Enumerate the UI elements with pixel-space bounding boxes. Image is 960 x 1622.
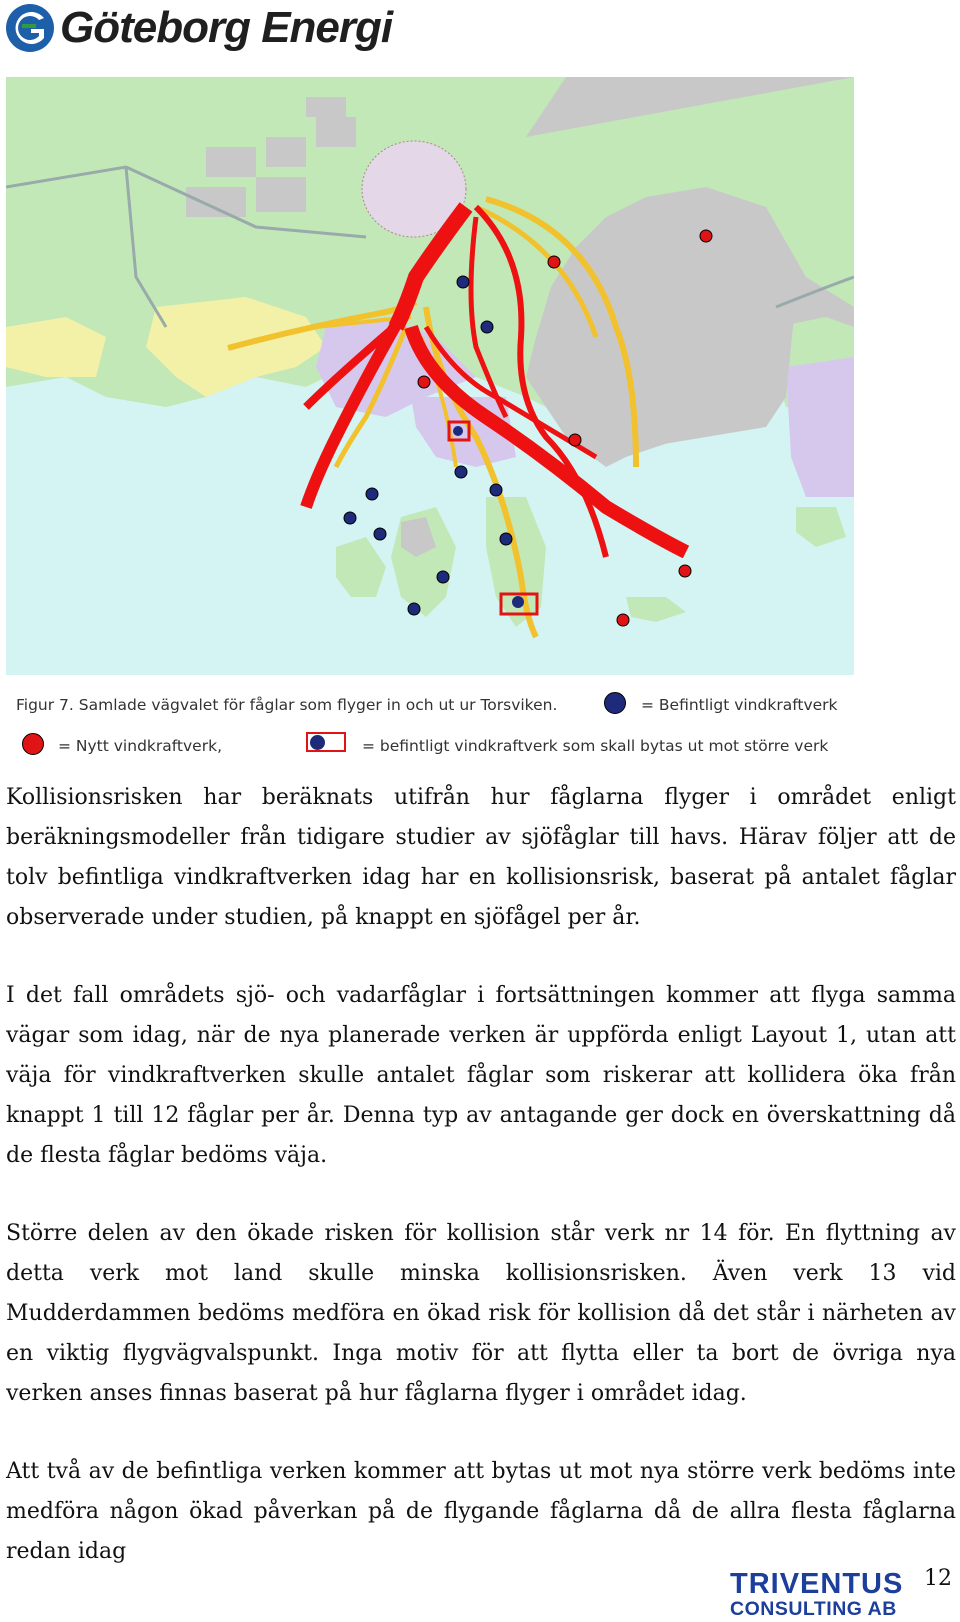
body-text: [6, 778, 956, 1572]
paragraph: Att två av de befintliga verken kommer att bytas ut mot nya större verk bedöms inte medföra någon ökad påverkan på de flygande fåglarna då de allra flesta fåglarna redan idag: [6, 1459, 956, 1564]
company-logo-text: Göteborg Energi: [60, 3, 393, 52]
paragraph: Kollisionsrisken har beräknats utifrån hur fåglarna flyger i området enligt beräkningsmodeller från tidigare studier av sjöfåglar till havs. Härav följer att de tolv befintliga vindkraftverken idag har en kollisionsrisk, baserat på antalet fåglar observerade under studien, på knappt en sjöfågel per år.: [6, 785, 956, 930]
page-header: [0, 0, 960, 60]
new-turbine-legend-icon: [22, 733, 44, 755]
figure-caption-legend: [6, 690, 866, 770]
goteborg-energi-logo-icon: [4, 2, 56, 54]
replacement-turbine-legend-label: = befintligt vindkraftverk som skall bytas ut mot större verk: [362, 737, 829, 755]
triventus-logo: [730, 1568, 910, 1620]
page-number: 12: [924, 1566, 952, 1591]
paragraph: Större delen av den ökade risken för kollision står verk nr 14 för. En flyttning av detta verk mot land skulle minska kollisionsrisken. Även verk 13 vid Mudderdammen bedöms medföra en ökad risk för kollision då det står i närheten av en viktig flygvägvalspunkt. Inga motiv för att flytta eller ta bort de övriga nya verken anses finnas baserat på hur fåglarna flyger i området idag.: [6, 1221, 956, 1406]
new-turbine-legend-label: = Nytt vindkraftverk,: [58, 737, 222, 755]
replacement-turbine-legend-icon: [306, 732, 346, 752]
existing-turbine-legend-icon: [604, 692, 626, 714]
existing-turbine-legend-label: = Befintligt vindkraftverk: [641, 696, 838, 714]
bird-flight-routes-map: [6, 77, 854, 675]
figure-caption: Figur 7. Samlade vägvalet för fåglar som flyger in och ut ur Torsviken.: [16, 696, 558, 714]
triventus-logo-line1: TRIVENTUS: [730, 1568, 904, 1600]
paragraph: I det fall områdets sjö- och vadarfåglar i fortsättningen kommer att flyga samma vägar som idag, när de nya planerade verken är uppförda enligt Layout 1, utan att väja för vindkraftverken skulle antalet fåglar som riskerar att kollidera öka från knappt 1 till 12 fåglar per år. Denna typ av antagande ger dock en överskattning då de flesta fåglar bedöms väja.: [6, 983, 956, 1168]
triventus-logo-line2: CONSULTING AB: [730, 1598, 897, 1620]
